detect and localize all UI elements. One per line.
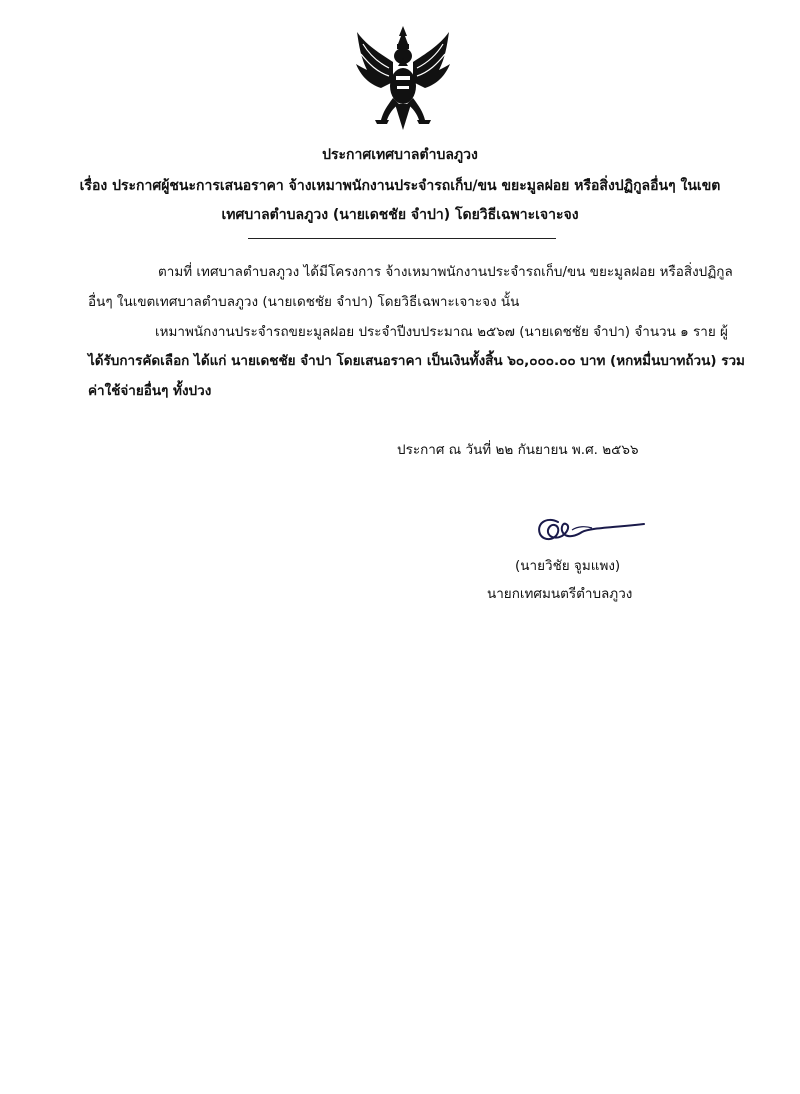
signer-position: นายกเทศมนตรีตำบลภูวง: [487, 586, 633, 602]
signer-name: (นายวิชัย จูมแพง): [515, 558, 621, 574]
announcement-date: ประกาศ ณ วันที่ ๒๒ กันยายน พ.ศ. ๒๕๖๖: [397, 442, 639, 458]
announcement-subject-line-1: เรื่อง ประกาศผู้ชนะการเสนอราคา จ้างเหมาพนักงานประจำรถเก็บ/ขน ขยะมูลฝอย หรือสิ่งปฏิกูลอื่นๆ ในเขต: [79, 178, 721, 194]
announcement-subject-line-2: เทศบาลตำบลภูวง (นายเดชชัย จำปา) โดยวิธีเฉพาะเจาะจง: [221, 207, 579, 223]
paragraph-1-line-1: ตามที่ เทศบาลตำบลภูวง ได้มีโครงการ จ้างเหมาพนักงานประจำรถเก็บ/ขน ขยะมูลฝอย หรือสิ่งปฏิกูล: [158, 264, 733, 280]
paragraph-2-line-2: ได้รับการคัดเลือก ได้แก่ นายเดชชัย จำปา โดยเสนอราคา เป็นเงินทั้งสิ้น ๖๐,๐๐๐.๐๐ บาท (หกหมื่นบาทถ้วน) รวม: [88, 353, 745, 369]
garuda-emblem-icon: [353, 24, 453, 134]
handwritten-signature-icon: [528, 508, 648, 558]
header-divider: [248, 238, 556, 239]
paragraph-2-line-3: ค่าใช้จ่ายอื่นๆ ทั้งปวง: [88, 383, 212, 399]
paragraph-1-line-2: อื่นๆ ในเขตเทศบาลตำบลภูวง (นายเดชชัย จำปา) โดยวิธีเฉพาะเจาะจง นั้น: [88, 294, 520, 310]
paragraph-2-line-1: เหมาพนักงานประจำรถขยะมูลฝอย ประจำปีงบประมาณ ๒๕๖๗ (นายเดชชัย จำปา) จำนวน ๑ ราย ผู้: [155, 324, 728, 340]
announcement-heading: ประกาศเทศบาลตำบลภูวง: [322, 147, 478, 163]
